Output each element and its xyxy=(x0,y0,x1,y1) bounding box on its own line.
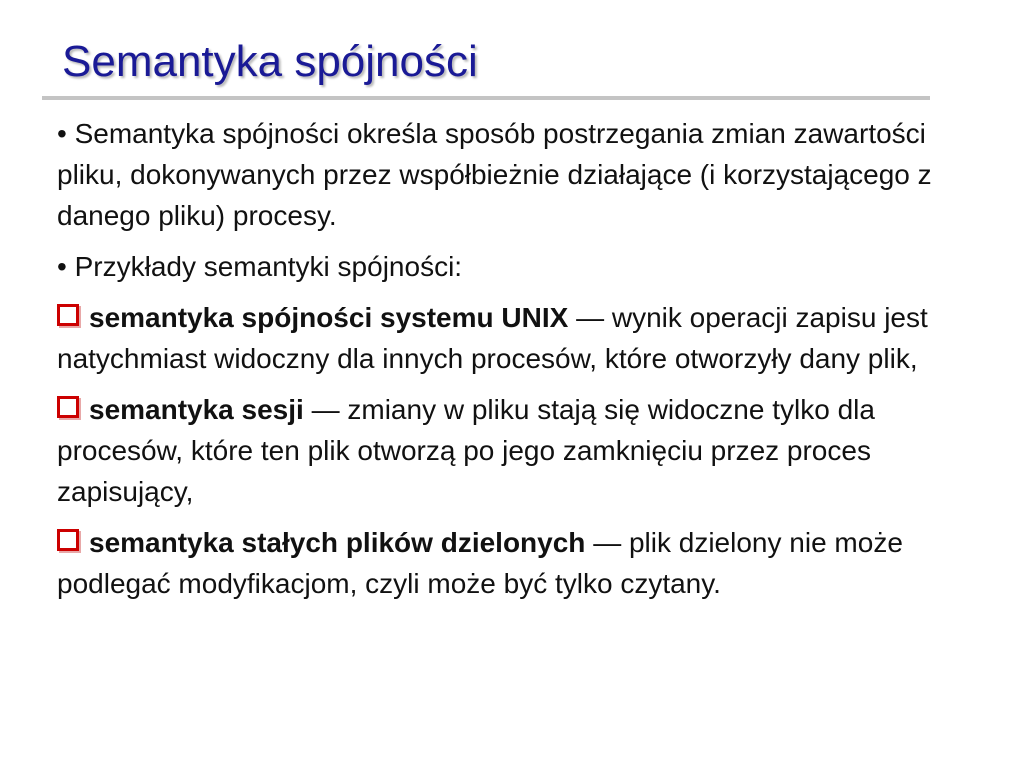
red-square-checkbox-icon xyxy=(57,304,79,326)
title-divider xyxy=(42,96,930,100)
example-text: wynik operacji zapisu jest natychmiast widoczny dla innych procesów, które otworzyły dany plik, xyxy=(57,302,928,374)
em-dash: — xyxy=(576,302,605,333)
bullet-marker: • xyxy=(57,251,67,282)
red-square-checkbox-icon xyxy=(57,529,79,551)
bullet-item-examples-heading xyxy=(57,246,937,287)
bullet-text: Przykłady semantyki spójności: xyxy=(74,251,463,282)
slide-title: Semantyka spójności xyxy=(62,37,478,86)
bullet-item-definition xyxy=(57,113,937,236)
bullet-text: Semantyka spójności określa sposób postrzegania zmian zawartości pliku, dokonywanych przez współbieżnie działające (i korzystającego z danego pliku) procesy. xyxy=(57,118,932,231)
red-square-checkbox-icon xyxy=(57,396,79,418)
example-item-session xyxy=(57,389,937,512)
slide-content xyxy=(57,113,937,614)
bullet-marker: • xyxy=(57,118,67,149)
example-text: plik dzielony nie może podlegać modyfikacjom, czyli może być tylko czytany. xyxy=(57,527,903,599)
example-term: semantyka spójności systemu UNIX xyxy=(89,302,569,333)
example-item-immutable-shared xyxy=(57,522,937,604)
em-dash: — xyxy=(593,527,622,558)
example-item-unix xyxy=(57,297,937,379)
em-dash: — xyxy=(311,394,340,425)
example-term: semantyka sesji xyxy=(89,394,304,425)
example-term: semantyka stałych plików dzielonych xyxy=(89,527,586,558)
example-text: zmiany w pliku stają się widoczne tylko dla procesów, które ten plik otworzą po jego zamknięciu przez proces zapisujący, xyxy=(57,394,875,507)
